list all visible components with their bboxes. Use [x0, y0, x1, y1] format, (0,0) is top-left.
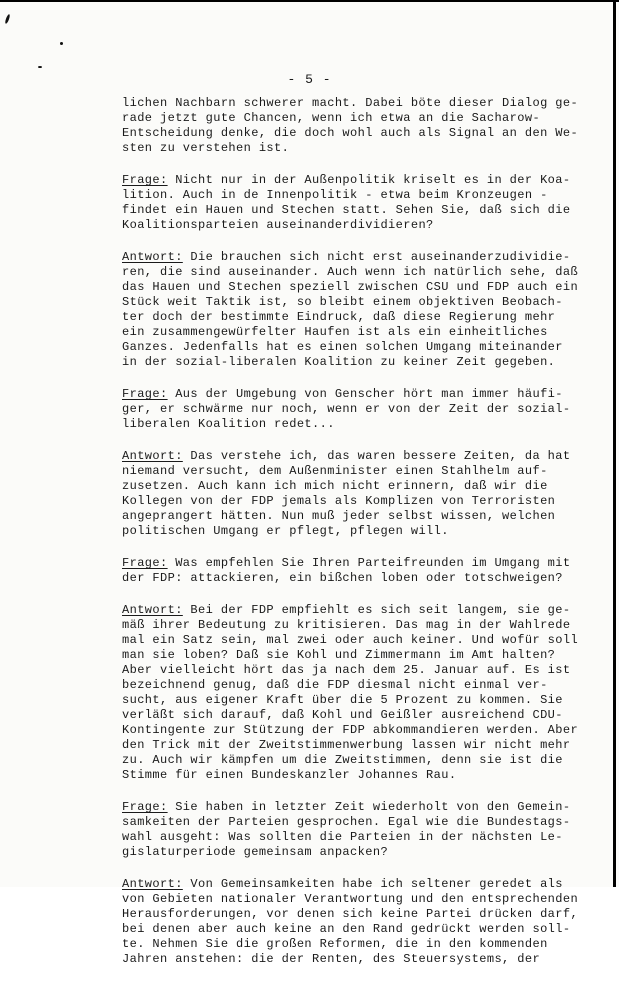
line-text: te. Nehmen Sie die großen Reformen, die in den kommenden	[122, 937, 548, 951]
line-text: sten zu verstehen ist.	[122, 141, 290, 155]
text-line	[122, 310, 556, 325]
text-line	[122, 250, 571, 265]
text-line	[122, 633, 579, 648]
text-line	[122, 417, 550, 432]
text-line	[122, 479, 550, 494]
speaker-label: Antwort:	[122, 449, 183, 463]
line-text: lichen Nachbarn schwerer macht. Dabei böte dieser Dialog ge-	[122, 96, 579, 110]
text-line	[122, 815, 571, 830]
text-line	[122, 952, 550, 967]
text-line	[122, 509, 556, 524]
text-line	[122, 877, 563, 892]
text-line	[122, 188, 550, 203]
line-text: von Gebieten nationaler Verantwortung und den entsprechenden	[122, 892, 579, 906]
speaker-label: Antwort:	[122, 603, 183, 617]
answer-paragraph	[122, 603, 579, 783]
text-line	[122, 571, 563, 586]
text-line	[122, 280, 579, 295]
text-line	[122, 892, 579, 907]
text-line	[122, 937, 550, 952]
scan-speck	[60, 42, 63, 45]
line-text: Jahren anstehen: die der Renten, des Steuersystems, der	[122, 952, 541, 966]
text-line	[122, 340, 563, 355]
text-line	[122, 693, 563, 708]
text-line	[122, 387, 563, 402]
text-line	[122, 830, 563, 845]
line-text: Was empfehlen Sie Ihren Parteifreunden im Umgang mit	[167, 556, 571, 570]
line-text: Nicht nur in der Außenpolitik kriselt es in der Koa-	[167, 173, 571, 187]
line-text: lition. Auch in de Innenpolitik - etwa beim Kronzeugen -	[122, 188, 548, 202]
text-line	[122, 96, 579, 111]
interview-text	[122, 96, 579, 984]
line-text: zusetzen. Auch kann ich mich nicht erinnern, daß wir die	[122, 479, 548, 493]
line-text: Herausforderungen, vor denen sich keine Partei drücken darf,	[122, 907, 579, 921]
line-text: niemand versucht, dem Außenminister einen Stahlhelm auf-	[122, 464, 548, 478]
line-text: Stimme für einen Bundeskanzler Johannes Rau.	[122, 768, 457, 782]
line-text: ger, er schwärme nur noch, wenn er von der Zeit der sozial-	[122, 402, 571, 416]
speaker-label: Frage:	[122, 387, 168, 401]
question-paragraph	[122, 800, 571, 860]
text-line	[122, 738, 571, 753]
text-line	[122, 449, 571, 464]
text-line	[122, 203, 571, 218]
question-paragraph	[122, 556, 571, 586]
line-text: liberalen Koalition redet...	[122, 417, 335, 431]
text-line	[122, 648, 556, 663]
line-text: ren, die sind auseinander. Auch wenn ich natürlich sehe, daß	[122, 265, 579, 279]
text-line	[122, 753, 563, 768]
line-text: Kollegen von der FDP jemals als Komplizen von Terroristen	[122, 494, 556, 508]
question-paragraph	[122, 173, 571, 233]
text-line	[122, 111, 550, 126]
line-text: ter doch der bestimmte Eindruck, daß diese Regierung mehr	[122, 310, 556, 324]
text-line	[122, 618, 571, 633]
scan-edge-top	[0, 0, 619, 2]
line-text: gislaturperiode gemeinsam anpacken?	[122, 845, 389, 859]
text-line	[122, 295, 563, 310]
text-line	[122, 141, 550, 156]
line-text: Die brauchen sich nicht erst auseinanderzudividie-	[182, 250, 571, 264]
line-text: ein zusammengewürfelter Haufen ist als ein einheitliches	[122, 325, 548, 339]
page-number: - 5 -	[287, 72, 332, 87]
line-text: Aber vielleicht hört das ja nach dem 25. Januar auf. Es ist	[122, 663, 571, 677]
line-text: das Hauen und Stechen speziell zwischen CSU und FDP auch ein	[122, 280, 579, 294]
text-paragraph	[122, 96, 579, 156]
speaker-label: Antwort:	[122, 877, 183, 891]
line-text: Ganzes. Jedenfalls hat es einen solchen Umgang miteinander	[122, 340, 563, 354]
line-text: den Trick mit der Zweitstimmenwerbung lassen wir nicht mehr	[122, 738, 571, 752]
text-line	[122, 708, 563, 723]
line-text: bezeichnend genug, daß die FDP diesmal nicht einmal ver-	[122, 678, 548, 692]
text-line	[122, 922, 571, 937]
text-line	[122, 355, 556, 370]
line-text: Stück weit Taktik ist, so bleibt einem objektiven Beobach-	[122, 295, 563, 309]
speaker-label: Antwort:	[122, 250, 183, 264]
answer-paragraph	[122, 250, 579, 370]
speaker-label: Frage:	[122, 556, 168, 570]
line-text: Bei der FDP empfiehlt es sich seit langem, sie ge-	[182, 603, 571, 617]
line-text: rade jetzt gute Chancen, wenn ich etwa an die Sacharow-	[122, 111, 541, 125]
text-line	[122, 678, 550, 693]
line-text: findet ein Hauen und Stechen statt. Sehen Sie, daß sich die	[122, 203, 571, 217]
text-line	[122, 845, 550, 860]
text-line	[122, 402, 571, 417]
text-line	[122, 265, 579, 280]
line-text: bei denen aber auch keine an den Rand gedrückt werden soll-	[122, 922, 571, 936]
line-text: Entscheidung denke, die doch wohl auch als Signal an den We-	[122, 126, 579, 140]
text-line	[122, 603, 571, 618]
scan-speck	[4, 14, 10, 24]
text-line	[122, 800, 571, 815]
text-line	[122, 723, 579, 738]
line-text: der FDP: attackieren, ein bißchen loben oder totschweigen?	[122, 571, 563, 585]
line-text: Sie haben in letzter Zeit wiederholt von den Gemein-	[167, 800, 571, 814]
text-line	[122, 768, 550, 783]
line-text: man sie loben? Daß sie Kohl und Zimmermann im Amt halten?	[122, 648, 556, 662]
speaker-label: Frage:	[122, 173, 168, 187]
line-text: in der sozial-liberalen Koalition zu keiner Zeit gegeben.	[122, 355, 556, 369]
line-text: Koalitionsparteien auseinanderdividieren?	[122, 218, 434, 232]
line-text: Das verstehe ich, das waren bessere Zeiten, da hat	[182, 449, 571, 463]
line-text: wahl ausgeht: Was sollten die Parteien in der nächsten Le-	[122, 830, 563, 844]
answer-paragraph	[122, 877, 579, 967]
text-line	[122, 218, 550, 233]
line-text: Aus der Umgebung von Genscher hört man immer häufi-	[167, 387, 563, 401]
question-paragraph	[122, 387, 571, 432]
line-text: zu. Auch wir kämpfen um die Zweitstimmen, denn sie ist die	[122, 753, 563, 767]
line-text: Kontingente zur Stützung der FDP abkommandieren werden. Aber	[122, 723, 579, 737]
line-text: angeprangert hätten. Nun muß jeder selbst wissen, welchen	[122, 509, 556, 523]
text-line	[122, 524, 550, 539]
speaker-label: Frage:	[122, 800, 168, 814]
text-line	[122, 126, 579, 141]
text-line	[122, 494, 556, 509]
text-line	[122, 907, 579, 922]
scan-edge-right	[613, 0, 616, 887]
line-text: samkeiten der Parteien gesprochen. Egal wie die Bundestags-	[122, 815, 571, 829]
text-line	[122, 464, 550, 479]
text-line	[122, 556, 571, 571]
line-text: Von Gemeinsamkeiten habe ich seltener geredet als	[182, 877, 563, 891]
line-text: mäß ihrer Bedeutung zu kritisieren. Das mag in der Wahlrede	[122, 618, 571, 632]
line-text: politischen Umgang er pflegt, pflegen will.	[122, 524, 449, 538]
line-text: verläßt sich darauf, daß Kohl und Geißler ausreichend CDU-	[122, 708, 563, 722]
text-line	[122, 663, 571, 678]
line-text: sucht, aus eigener Kraft über die 5 Prozent zu kommen. Sie	[122, 693, 563, 707]
text-line	[122, 325, 550, 340]
line-text: mal ein Satz sein, mal zwei oder auch keiner. Und wofür soll	[122, 633, 579, 647]
scan-speck	[38, 66, 42, 68]
text-line	[122, 173, 571, 188]
answer-paragraph	[122, 449, 571, 539]
